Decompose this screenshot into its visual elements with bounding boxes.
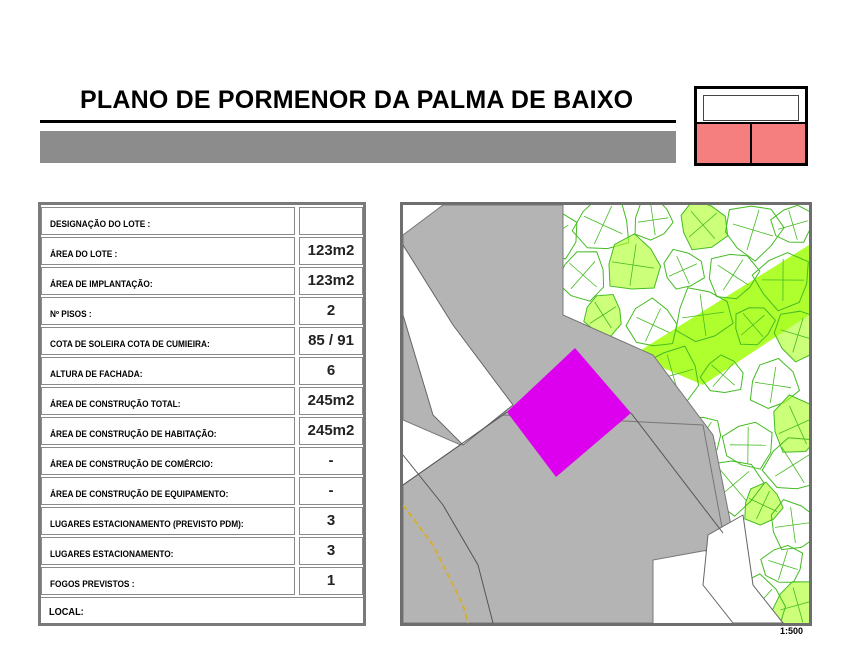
row-label-cell [41,507,295,535]
row-label: LUGARES ESTACIONAMENTO: [50,549,174,559]
row-label: FOGOS PREVISTOS : [50,579,135,589]
table-row [41,237,363,267]
row-label-cell [41,237,295,265]
page-title: PLANO DE PORMENOR DA PALMA DE BAIXO [80,86,634,114]
map-scale-label: 1:500 [780,626,804,636]
row-value: 6 [326,362,336,379]
table-row [41,567,363,597]
tree-spoke [733,471,749,485]
row-value-cell [299,507,363,535]
tree-spoke [770,385,773,403]
tree-spoke [773,385,791,388]
row-value-cell [299,537,363,565]
table-row [41,297,363,327]
row-value-cell [299,567,363,595]
tree-spoke [755,382,773,385]
table-row [41,477,363,507]
row-label: DESIGNAÇÃO DO LOTE : [50,219,151,229]
legend-top-cell [703,95,799,121]
row-value: 3 [326,512,336,529]
row-label-cell [41,327,295,355]
row-label-cell [41,387,295,415]
lot-data-table [38,202,366,626]
tree-canopy [722,422,772,469]
row-label-cell [41,357,295,385]
local-row [41,597,363,624]
row-label-cell [41,417,295,445]
row-label: ÁREA DE CONSTRUÇÃO DE COMÉRCIO: [50,459,213,469]
tree-spoke [783,550,788,565]
tree-spoke [793,454,809,465]
tree-spoke [793,523,809,525]
title-rule [40,120,676,123]
tree-spoke [768,561,783,566]
tree-spoke [723,375,735,385]
table-row [41,387,363,417]
site-map [400,202,812,626]
tree-spoke [571,275,583,289]
row-label-cell [41,447,295,475]
row-label-cell [41,537,295,565]
row-label-cell [41,207,295,235]
table-row [41,537,363,567]
row-value: 3 [326,542,336,559]
row-label: ÁREA DE CONSTRUÇÃO DE EQUIPAMENTO: [50,489,229,499]
row-value-cell [299,477,363,505]
row-value: 2 [326,302,336,319]
table-row [41,207,363,237]
table-row [41,267,363,297]
row-value: 123m2 [307,242,355,259]
tree-spoke [569,263,583,275]
row-label-cell [41,297,295,325]
tree-canopy [761,545,803,582]
table-row [41,357,363,387]
row-value-cell [299,207,363,235]
row-value-cell [299,237,363,265]
row-value: 245m2 [307,422,355,439]
local-label: LOCAL: [49,607,84,618]
tree-spoke [775,465,793,476]
row-label-cell [41,477,295,505]
row-label: ÁREA DE IMPLANTAÇÃO: [50,279,153,289]
row-label: COTA DE SOLEIRA COTA DE CUMIEIRA: [50,339,210,349]
row-value-cell [299,327,363,355]
legend-cell-left [697,124,752,163]
row-label-cell [41,267,295,295]
tree-spoke [775,525,793,527]
tree-spoke [733,485,747,501]
tree-spoke [779,565,784,580]
row-value: 123m2 [307,272,355,289]
row-label-cell [41,567,295,595]
row-label: LUGARES ESTACIONAMENTO (PREVISTO PDM): [50,519,244,529]
tree-canopy [774,395,809,452]
tree-spoke [583,275,597,287]
row-value: 1 [326,572,336,589]
table-row [41,327,363,357]
row-value: 245m2 [307,392,355,409]
table-row [41,447,363,477]
legend-cell-right [752,124,805,163]
tree-spoke [791,507,793,525]
row-label: ALTURA DE FACHADA: [50,369,143,379]
row-value-cell [299,417,363,445]
row-value-cell [299,447,363,475]
tree-spoke [645,325,653,342]
row-label: ÁREA DE CONSTRUÇÃO TOTAL: [50,399,181,409]
row-value-cell [299,387,363,415]
row-label: ÁREA DE CONSTRUÇÃO DE HABITAÇÃO: [50,429,217,439]
title-gray-bar [40,131,676,163]
table-row [41,507,363,537]
tree-spoke [773,367,776,385]
row-value-cell [299,357,363,385]
table-row [41,417,363,447]
site-map-drawing [403,205,809,623]
row-value-cell [299,297,363,325]
row-value: - [328,482,334,499]
row-value: 85 / 91 [308,332,354,349]
corner-lot-white [703,515,783,623]
row-label: Nº PISOS : [50,309,92,319]
row-label: ÁREA DO LOTE : [50,249,118,259]
tree-spoke [793,525,795,543]
legend-box [694,86,808,166]
tree-spoke [793,465,804,483]
row-value-cell [299,267,363,295]
tree-spoke [783,565,798,570]
row-value: - [328,452,334,469]
